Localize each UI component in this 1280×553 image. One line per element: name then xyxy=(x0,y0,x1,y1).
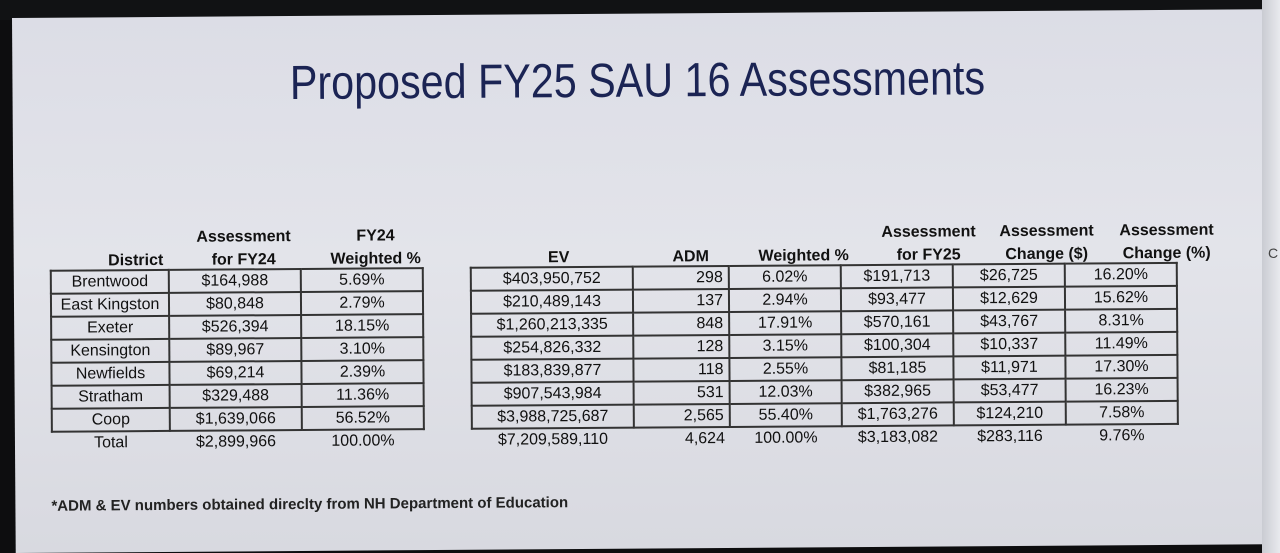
total-label: Total xyxy=(94,434,128,452)
fy25-assessment-cell: $191,713 xyxy=(841,264,953,288)
total-row xyxy=(52,429,424,454)
fy24-assessment-cell: $164,988 xyxy=(169,269,301,293)
header-weighted-label: Weighted % xyxy=(758,247,849,265)
fy24-assessment-cell: $1,639,066 xyxy=(170,407,302,431)
header-change-pct-line1: Assessment xyxy=(1119,221,1214,240)
change-dollar-cell: $53,477 xyxy=(954,379,1066,403)
header-ev-label: EV xyxy=(547,249,570,267)
header-fy24-weighted xyxy=(310,224,440,271)
slide-title: Proposed FY25 SAU 16 Assessments xyxy=(289,52,986,111)
fy24-weighted-cell: 18.15% xyxy=(301,314,423,338)
fy24-assessment-cell: $89,967 xyxy=(169,338,301,362)
fy24-weighted-cell: 2.39% xyxy=(301,360,423,384)
weighted-cell: 2.94% xyxy=(729,288,841,312)
weighted-cell: 3.15% xyxy=(729,334,841,358)
header-fy24-weighted-line1: FY24 xyxy=(356,227,395,245)
header-assessment-fy24 xyxy=(178,225,308,272)
fy24-table xyxy=(50,267,425,454)
table-row xyxy=(52,383,424,409)
header-fy24-weighted-line2: Weighted % xyxy=(330,250,421,268)
change-pct-cell: 16.23% xyxy=(1066,378,1178,402)
table-row xyxy=(51,268,423,294)
total-weighted: 100.00% xyxy=(754,429,818,447)
adjacent-window-edge xyxy=(1262,0,1280,553)
weighted-cell: 17.91% xyxy=(729,311,841,335)
ev-cell: $183,839,877 xyxy=(471,359,633,383)
header-assessment-fy25 xyxy=(863,220,993,267)
fy25-assessment-cell: $100,304 xyxy=(841,333,953,357)
fy24-assessment-cell: $526,394 xyxy=(169,315,301,339)
fy25-table xyxy=(470,262,1179,451)
header-change-dollar xyxy=(983,219,1109,266)
header-change-dollar-line1: Assessment xyxy=(999,222,1094,241)
change-dollar-cell: $12,629 xyxy=(953,287,1065,311)
adm-cell: 128 xyxy=(633,335,729,359)
slide xyxy=(12,9,1266,553)
ev-cell: $254,826,332 xyxy=(471,336,633,360)
ev-cell: $3,988,725,687 xyxy=(472,405,634,429)
weighted-cell: 12.03% xyxy=(730,380,842,404)
header-assessment-fy24-line1: Assessment xyxy=(196,228,291,246)
header-change-dollar-line2: Change ($) xyxy=(1005,245,1089,264)
adm-cell: 118 xyxy=(633,358,729,382)
fy24-weighted-cell: 3.10% xyxy=(301,337,423,361)
fy25-assessment-cell: $382,965 xyxy=(842,379,954,403)
header-adm-label: ADM xyxy=(672,248,709,266)
district-cell: Brentwood xyxy=(51,270,169,294)
district-cell: Kensington xyxy=(51,339,169,363)
total-fy24-assessment: $2,899,966 xyxy=(195,433,277,451)
total-fy24-weighted: 100.00% xyxy=(331,432,395,450)
adm-cell: 2,565 xyxy=(634,404,730,428)
fy24-assessment-cell: $80,848 xyxy=(169,292,301,316)
header-change-pct xyxy=(1103,219,1229,266)
fy24-assessment-cell: $69,214 xyxy=(169,361,301,385)
total-adm: 4,624 xyxy=(684,430,726,448)
ev-cell: $907,543,984 xyxy=(472,382,634,406)
fy24-weighted-cell: 2.79% xyxy=(301,291,423,315)
ev-cell: $403,950,752 xyxy=(471,267,633,291)
header-district-label: District xyxy=(108,251,164,270)
ev-cell: $1,260,213,335 xyxy=(471,313,633,337)
district-cell: East Kingston xyxy=(51,293,169,317)
fy25-assessment-cell: $1,763,276 xyxy=(842,402,954,426)
total-change-dollar: $283,116 xyxy=(977,427,1043,446)
header-assessment-fy24-line2: for FY24 xyxy=(211,251,276,269)
footnote: *ADM & EV numbers obtained direclty from NH Department of Education xyxy=(51,494,569,515)
change-dollar-cell: $11,971 xyxy=(953,356,1065,380)
adm-cell: 848 xyxy=(633,312,729,336)
header-change-pct-line2: Change (%) xyxy=(1122,244,1211,263)
change-pct-cell: 7.58% xyxy=(1066,401,1178,425)
fy25-assessment-cell: $570,161 xyxy=(841,310,953,334)
change-dollar-cell: $43,767 xyxy=(953,310,1065,334)
district-cell: Newfields xyxy=(51,362,169,386)
district-cell: Coop xyxy=(52,408,170,432)
district-cell: Exeter xyxy=(51,316,169,340)
table-row xyxy=(51,291,423,317)
weighted-cell: 2.55% xyxy=(729,357,841,381)
adm-cell: 137 xyxy=(633,289,729,313)
change-dollar-cell: $10,337 xyxy=(953,333,1065,357)
total-fy25-assessment: $3,183,082 xyxy=(857,428,939,447)
header-assessment-fy25-line2: for FY25 xyxy=(896,246,961,264)
change-pct-cell: 8.31% xyxy=(1065,309,1177,333)
fy25-assessment-cell: $81,185 xyxy=(841,356,953,380)
header-assessment-fy25-line1: Assessment xyxy=(881,223,976,241)
change-dollar-cell: $124,210 xyxy=(954,402,1066,426)
edge-text: C xyxy=(1268,245,1279,261)
total-ev: $7,209,589,110 xyxy=(497,430,609,449)
ev-cell: $210,489,143 xyxy=(471,290,633,314)
adm-cell: 531 xyxy=(634,381,730,405)
change-dollar-cell: $26,725 xyxy=(953,264,1065,288)
district-cell: Stratham xyxy=(52,385,170,409)
fy24-weighted-cell: 11.36% xyxy=(302,383,424,407)
weighted-cell: 6.02% xyxy=(729,265,841,289)
table-row xyxy=(51,360,423,386)
change-pct-cell: 11.49% xyxy=(1065,332,1177,356)
fy25-assessment-cell: $93,477 xyxy=(841,287,953,311)
change-pct-cell: 15.62% xyxy=(1065,286,1177,310)
total-row xyxy=(472,424,1178,451)
change-pct-cell: 17.30% xyxy=(1065,355,1177,379)
total-change-pct: 9.76% xyxy=(1099,427,1145,445)
table-row xyxy=(51,314,423,340)
fy24-weighted-cell: 5.69% xyxy=(301,268,423,292)
table-row xyxy=(52,406,424,432)
adm-cell: 298 xyxy=(633,266,729,290)
change-pct-cell: 16.20% xyxy=(1065,263,1177,287)
fy24-weighted-cell: 56.52% xyxy=(302,406,424,430)
fy24-assessment-cell: $329,488 xyxy=(170,384,302,408)
weighted-cell: 55.40% xyxy=(730,403,842,427)
table-row xyxy=(51,337,423,363)
